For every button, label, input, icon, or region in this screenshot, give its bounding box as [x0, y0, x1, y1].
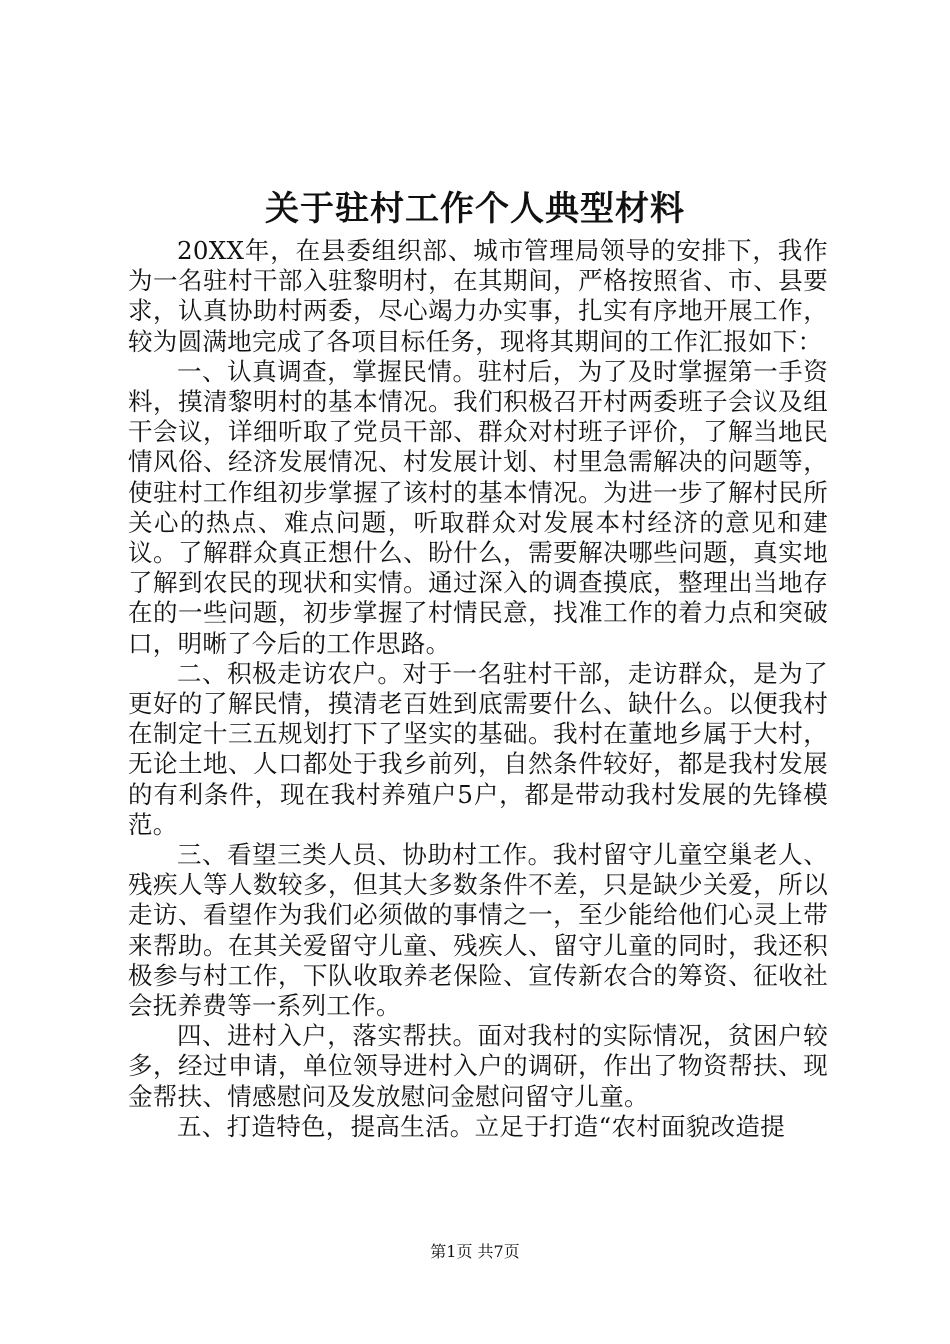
paragraph-section-4: 四、进村入户，落实帮扶。面对我村的实际情况，贫困户较多，经过申请，单位领导进村入户的调研，作出了物资帮扶、现金帮扶、情感慰问及发放慰问金慰问留守儿童。	[128, 1021, 828, 1111]
paragraph-section-2: 二、积极走访农户。对于一名驻村干部，走访群众，是为了更好的了解民情，摸清老百姓到底需要什么、缺什么。以便我村在制定十三五规划打下了坚实的基础。我村在董地乡属于大村，无论土地、人口都处于我乡前列，自然条件较好，都是我村发展的有利条件，现在我村养殖户5户，都是带动我村发展的先锋模范。	[128, 658, 828, 839]
paragraph-section-5: 五、打造特色，提高生活。立足于打造“农村面貌改造提	[177, 1111, 786, 1141]
document-title: 关于驻村工作个人典型材料	[265, 189, 685, 229]
paragraph-section-1: 一、认真调查，掌握民情。驻村后，为了及时掌握第一手资料，摸清黎明村的基本情况。我们积极召开村两委班子会议及组干会议，详细听取了党员干部、群众对村班子评价，了解当地民情风俗、经济发展情况、村发展计划、村里急需解决的问题等，使驻村工作组初步掌握了该村的基本情况。为进一步了解村民所关心的热点、难点问题，听取群众对发展本村经济的意见和建议。了解群众真正想什么、盼什么，需要解决哪些问题，真实地了解到农民的现状和实情。通过深入的调查摸底，整理出当地存在的一些问题，初步掌握了村情民意，找准工作的着力点和突破口，明晰了今后的工作思路。	[128, 356, 828, 658]
page-number-footer: 第1页 共7页	[430, 1242, 520, 1261]
document-body	[128, 236, 828, 1142]
paragraph-intro: 20XX年，在县委组织部、城市管理局领导的安排下，我作为一名驻村干部入驻黎明村，在其期间，严格按照省、市、县要求，认真协助村两委，尽心竭力办实事，扎实有序地开展工作，较为圆满地完成了各项目标任务，现将其期间的工作汇报如下：	[128, 236, 828, 356]
paragraph-section-3: 三、看望三类人员、协助村工作。我村留守儿童空巢老人、残疾人等人数较多，但其大多数条件不差，只是缺少关爱，所以走访、看望作为我们必须做的事情之一，至少能给他们心灵上带来帮助。在其关爱留守儿童、残疾人、留守儿童的同时，我还积极参与村工作，下队收取养老保险、宣传新农合的筹资、征收社会抚养费等一系列工作。	[128, 840, 828, 1021]
